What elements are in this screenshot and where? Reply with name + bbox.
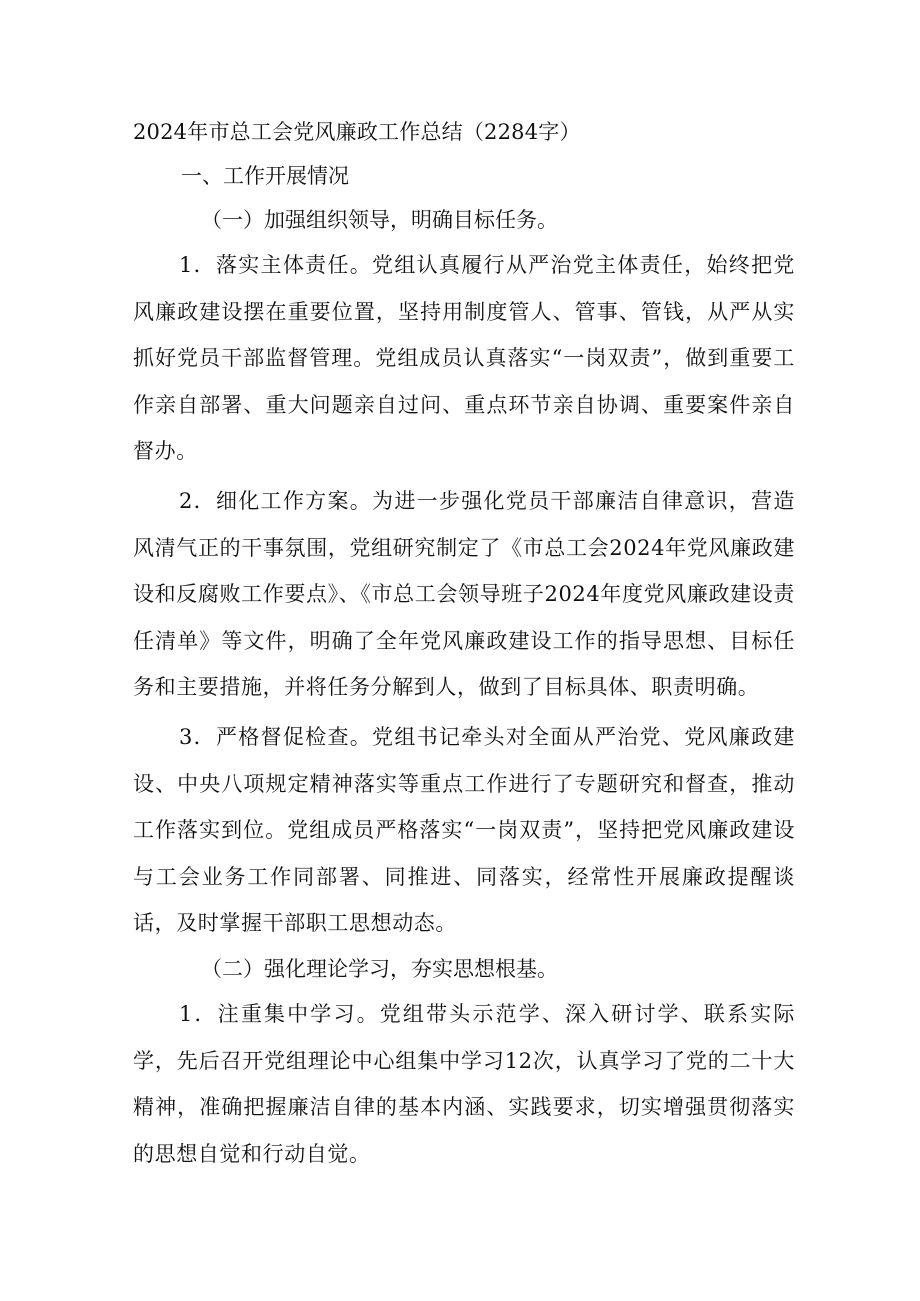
paragraph: 1．落实主体责任。党组认真履行从严治党主体责任，始终把党风廉政建设摆在重要位置，坚持用制度管人、管事、管钱，从严从实抓好党员干部监督管理。党组成员认真落实“一岗双责”，做到重要工作亲自部署、重大问题亲自过问、重点环节亲自协调、重要案件亲自督办。 — [133, 253, 795, 464]
subsection-heading: （二）强化理论学习，夯实思想根基。 — [201, 956, 558, 981]
subsection-heading: （一）加强组织领导，明确目标任务。 — [201, 208, 558, 232]
document-title: 2024年市总工会党风廉政工作总结（2284字） — [133, 120, 581, 144]
paragraph: 3．严格督促检查。党组书记牵头对全面从严治党、党风廉政建设、中央八项规定精神落实等重点工作进行了专题研究和督查，推动工作落实到位。党组成员严格落实“一岗双责”，坚持把党风廉政建设与工会业务工作同部署、同推进、同落实，经常性开展廉政提醒谈话，及时掌握干部职工思想动态。 — [133, 724, 795, 936]
paragraph: 2．细化工作方案。为进一步强化党员干部廉洁自律意识，营造风清气正的干事氛围，党组研究制定了《市总工会2024年党风廉政建设和反腐败工作要点》、《市总工会领导班子2024年度党风廉政建设责任清单》等文件，明确了全年党风廉政建设工作的指导思想、目标任务和主要措施，并将任务分解到人，做到了目标具体、职责明确。 — [133, 488, 795, 700]
document-body — [133, 110, 795, 1177]
section-heading: 一、工作开展情况 — [181, 164, 349, 188]
paragraph: 1．注重集中学习。党组带头示范学、深入研讨学、联系实际学，先后召开党组理论中心组集中学习12次，认真学习了党的二十大精神，准确把握廉洁自律的基本内涵、实践要求，切实增强贯彻落实的思想自觉和行动自觉。 — [133, 1001, 795, 1166]
